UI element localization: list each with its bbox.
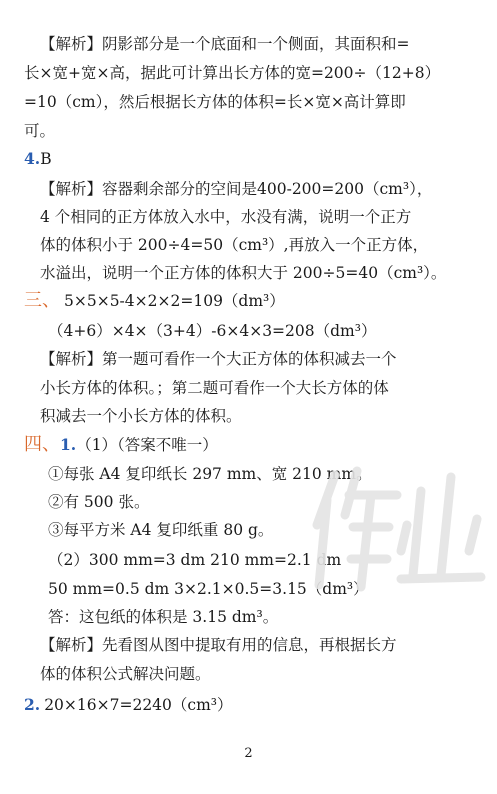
line-text: 可。	[24, 122, 56, 140]
line-text: 50 mm=0.5 dm 3×2.1×0.5=3.15（dm³）	[48, 580, 369, 598]
line-text: （4+6）×4×（3+4）-6×4×3=208（dm³）	[48, 322, 377, 340]
line-text: 4 个相同的正方体放入水中，水没有满，说明一个正方	[40, 208, 412, 226]
line-text: ②有 500 张。	[48, 493, 150, 511]
line-16	[48, 463, 372, 485]
section-3	[24, 290, 285, 312]
line-text: 【解析】第一题可看作一个大正方体的体积减去一个	[40, 350, 397, 368]
line-text: 体的体积公式解决问题。	[40, 665, 211, 683]
line-6	[40, 178, 432, 200]
line-3	[24, 91, 406, 113]
question-number: 4.	[24, 149, 41, 168]
line-text: ①每张 A4 复印纸长 297 mm、宽 210 mm。	[48, 465, 372, 483]
line-21	[48, 606, 278, 628]
line-13	[40, 377, 389, 399]
line-7	[40, 206, 411, 228]
line-text: （2）300 mm=3 dm 210 mm=2.1 dm	[48, 551, 342, 569]
line-text: 【解析】容器剩余部分的空间是400-200=200（cm³），	[40, 180, 433, 198]
line-text: 5×5×5-4×2×2=109（dm³）	[64, 292, 285, 310]
page-number: 2	[244, 746, 253, 761]
line-9	[40, 262, 446, 284]
section-4	[24, 434, 218, 456]
line-text: =10（cm），然后根据长方体的体积=长×宽×高计算即	[24, 93, 406, 111]
line-14	[40, 405, 242, 427]
line-text: 积减去一个小长方体的体积。	[40, 407, 242, 425]
line-text: 【解析】先看图从图中提取有用的信息，再根据长方	[40, 636, 397, 654]
line-2	[24, 62, 440, 84]
line-text: ③每平方米 A4 复印纸重 80 g。	[48, 521, 274, 539]
line-text: 答：这包纸的体积是 3.15 dm³。	[48, 608, 279, 626]
line-text: 小长方体的体积。；第二题可看作一个大长方体的体	[40, 379, 389, 397]
answer-2	[24, 694, 233, 716]
line-text: B	[40, 150, 52, 168]
line-23	[40, 663, 211, 685]
line-text: 长×宽+宽×高，据此可计算出长方体的宽=200÷（12+8）	[24, 64, 441, 82]
line-19	[48, 549, 341, 571]
line-18	[48, 519, 273, 541]
line-11	[48, 320, 376, 342]
line-text: 体的体积小于 200÷4=50（cm³）,再放入一个正方体，	[40, 236, 429, 254]
line-17	[48, 491, 149, 513]
line-text: 20×16×7=2240（cm³）	[44, 696, 233, 714]
line-text: 【解析】阴影部分是一个底面和一个侧面，其面积和=	[40, 35, 410, 53]
line-8	[40, 234, 428, 256]
line-22	[40, 634, 397, 656]
line-12	[40, 348, 397, 370]
line-text: 水溢出，说明一个正方体的体积大于 200÷5=40（cm³）。	[40, 264, 447, 282]
line-1	[40, 33, 410, 55]
question-number: 1.	[60, 435, 77, 454]
question-number: 2.	[24, 695, 41, 714]
line-text: （1）（答案不唯一）	[76, 436, 218, 454]
section-heading: 三、	[24, 290, 60, 311]
section-heading: 四、	[24, 434, 60, 455]
answer-4	[24, 148, 52, 170]
line-20	[48, 578, 369, 600]
line-4	[24, 120, 55, 142]
